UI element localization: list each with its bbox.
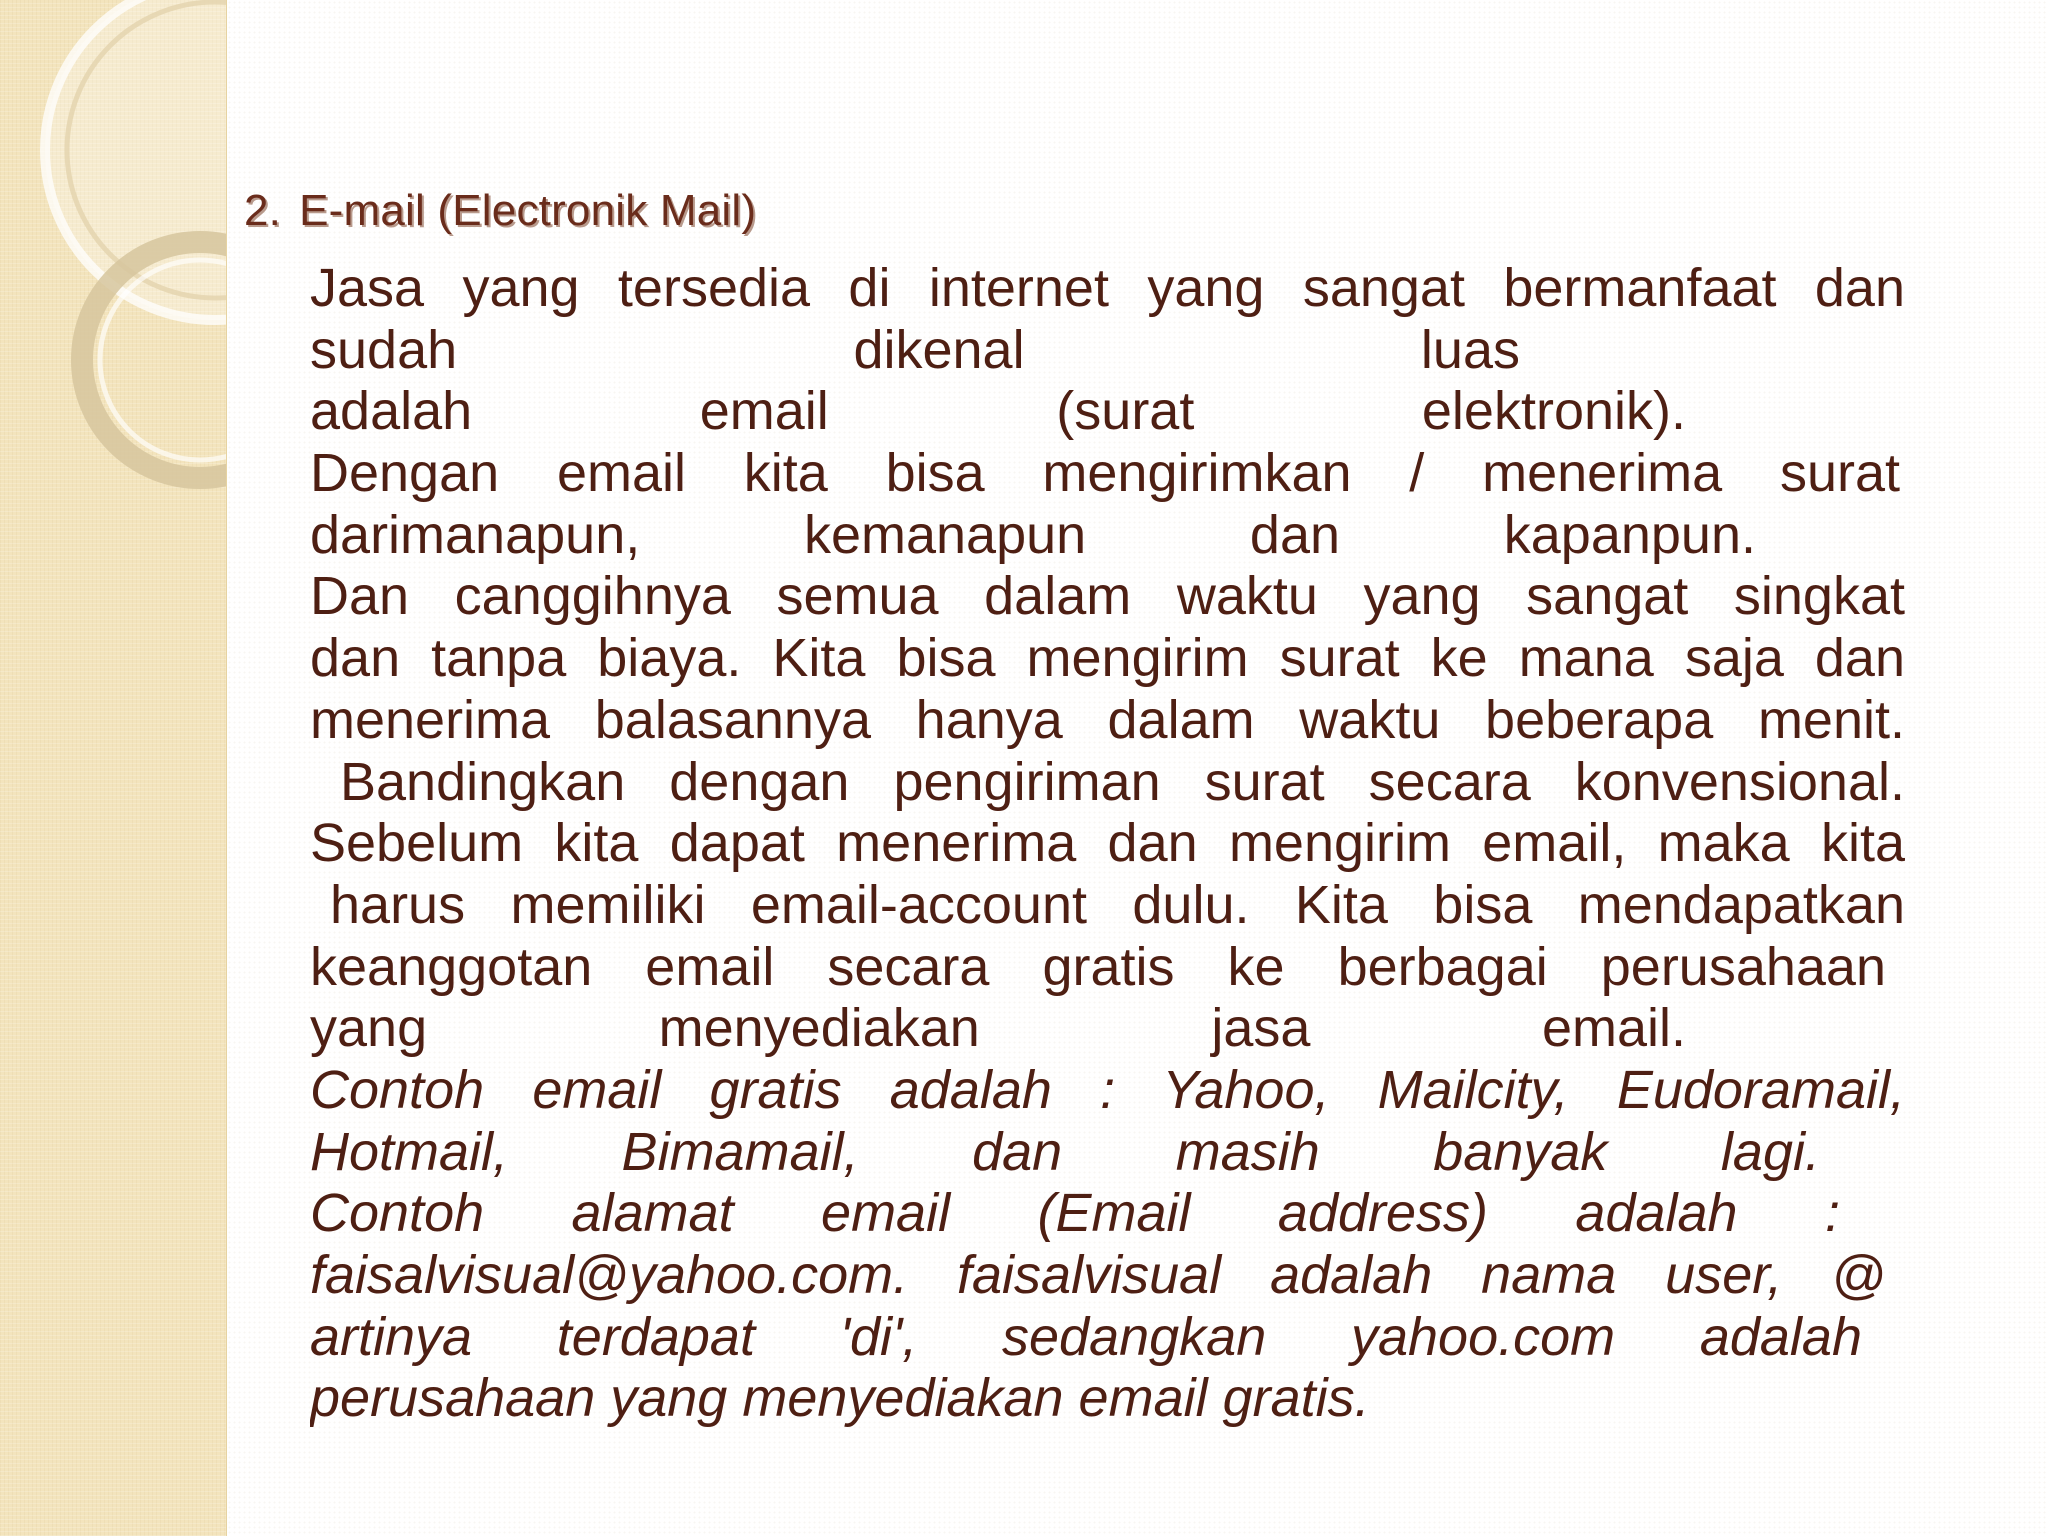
text-line: artinya terdapat 'di', sedangkan yahoo.com adalah bbox=[310, 1306, 1862, 1367]
text-line: Jasa yang tersedia di internet yang sangat bermanfaat dan bbox=[310, 258, 1905, 318]
heading-title: E-mail (Electronik Mail) bbox=[299, 186, 757, 235]
decorative-side-panel bbox=[0, 0, 227, 1536]
text-line: Dengan email kita bisa mengirimkan / menerima surat bbox=[310, 443, 1900, 504]
text-line: Contoh email gratis adalah : Yahoo, Mailcity, Eudoramail, bbox=[310, 1059, 1905, 1120]
heading-number: 2. bbox=[244, 186, 282, 235]
slide-heading bbox=[244, 186, 756, 236]
text-line: faisalvisual@yahoo.com. faisalvisual adalah nama user, @ bbox=[310, 1245, 1886, 1305]
text-line: Bandingkan dengan pengiriman surat secara konvensional. bbox=[340, 751, 1905, 812]
text-line: keanggotan email secara gratis ke berbagai perusahaan bbox=[310, 936, 1886, 997]
text-line: adalah email (surat elektronik). bbox=[310, 381, 1686, 442]
text-line: menerima balasannya hanya dalam waktu beberapa menit. bbox=[310, 689, 1905, 750]
text-line: Dan canggihnya semua dalam waktu yang sangat singkat bbox=[310, 566, 1905, 627]
text-line: Hotmail, Bimamail, dan masih banyak lagi. bbox=[310, 1121, 1820, 1182]
text-line: harus memiliki email-account dulu. Kita bisa mendapatkan bbox=[330, 874, 1905, 935]
text-line: Sebelum kita dapat menerima dan mengirim email, maka kita bbox=[310, 813, 1905, 874]
body-text bbox=[310, 258, 1905, 1430]
decorative-rings bbox=[0, 0, 226, 1536]
text-line: sudah dikenal luas bbox=[310, 319, 1520, 380]
text-line: yang menyediakan jasa email. bbox=[310, 998, 1686, 1059]
text-line: Contoh alamat email (Email address) adalah : bbox=[310, 1183, 1840, 1244]
text-line: dan tanpa biaya. Kita bisa mengirim surat ke mana saja dan bbox=[310, 628, 1905, 689]
text-line: perusahaan yang menyediakan email gratis. bbox=[310, 1368, 1370, 1429]
text-line: darimanapun, kemanapun dan kapanpun. bbox=[310, 504, 1756, 565]
